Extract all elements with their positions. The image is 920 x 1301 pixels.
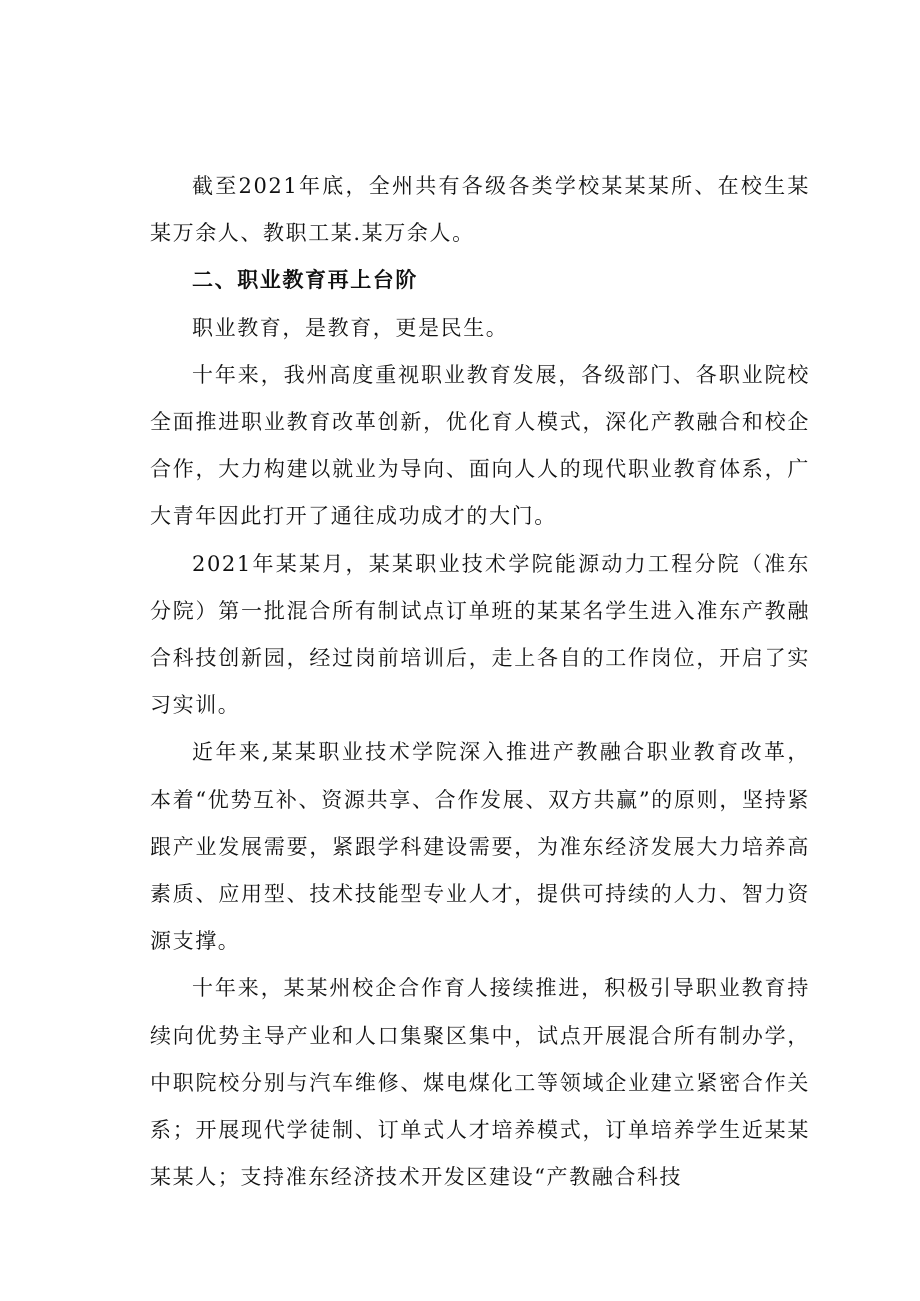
document-body — [150, 163, 810, 1201]
paragraph-school-statistics: 截至2021年底，全州共有各级各类学校某某某所、在校生某某万余人、教职工某.某万余人。 — [150, 174, 810, 246]
paragraph-order-class: 2021年某某月，某某职业技术学院能源动力工程分院（准东分院）第一批混合所有制试点订单班的某某名学生进入准东产教融合科技创新园，经过岗前培训后，走上各自的工作岗位，开启了实习实训。 — [150, 551, 810, 718]
paragraph-ten-years-development: 十年来，我州高度重视职业教育发展，各级部门、各职业院校全面推进职业教育改革创新，优化育人模式，深化产教融合和校企合作，大力构建以就业为导向、面向人人的现代职业教育体系，广大青年因此打开了通往成功成才的大门。 — [150, 362, 810, 529]
paragraph-school-enterprise: 十年来，某某州校企合作育人接续推进，积极引导职业教育持续向优势主导产业和人口集聚区集中，试点开展混合所有制办学，中职院校分别与汽车维修、煤电煤化工等领域企业建立紧密合作关系；开展现代学徒制、订单式人才培养模式，订单培养学生近某某某某人；支持准东经济技术开发区建设“产教融合科技 — [150, 976, 810, 1190]
paragraph-vocational-intro: 职业教育，是教育，更是民生。 — [192, 315, 509, 340]
paragraph-reform: 近年来,某某职业技术学院深入推进产教融合职业教育改革，本着“优势互补、资源共享、合作发展、双方共赢”的原则，坚持紧跟产业发展需要，紧跟学科建设需要，为准东经济发展大力培养高素质、应用型、技术技能型专业人才，提供可持续的人力、智力资源支撑。 — [150, 740, 810, 954]
section-heading: 二、职业教育再上台阶 — [192, 268, 418, 293]
